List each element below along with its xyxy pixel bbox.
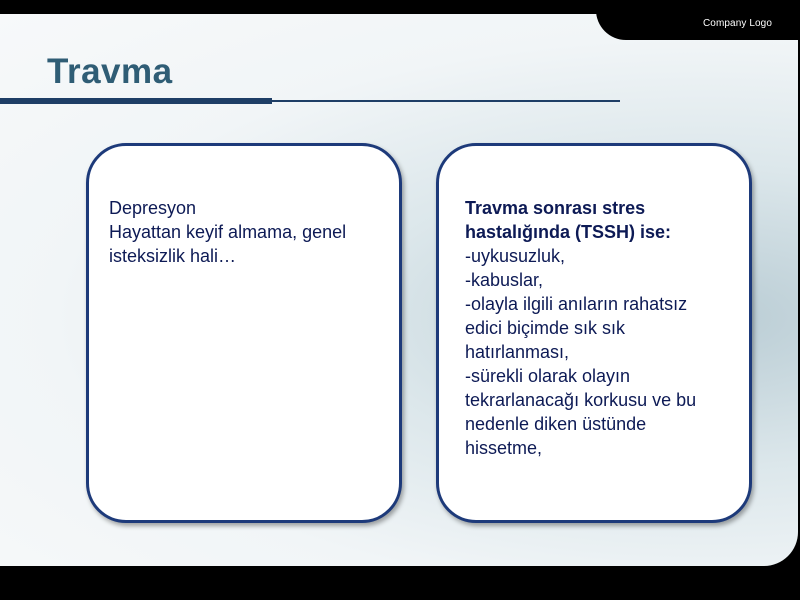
right-box-text xyxy=(465,196,731,460)
right-box-line: -uykusuzluk, xyxy=(465,246,566,266)
right-box-heading-line: hastalığında (TSSH) ise: xyxy=(465,222,672,242)
title-underline-thin xyxy=(272,100,620,102)
company-logo: Company Logo xyxy=(702,18,772,29)
right-box-line: -kabuslar, xyxy=(465,270,544,290)
left-content-box xyxy=(86,143,402,523)
left-box-line: Hayattan keyif almama, genel xyxy=(109,222,347,242)
right-box-line: hatırlanması, xyxy=(465,342,570,362)
left-box-line: isteksizlik hali… xyxy=(109,246,237,266)
right-content-box xyxy=(436,143,752,523)
bottom-strip xyxy=(0,566,800,600)
right-box-line: nedenle diken üstünde xyxy=(465,414,647,434)
slide-title: Travma xyxy=(47,52,173,91)
left-box-line: Depresyon xyxy=(109,198,197,218)
right-box-line: tekrarlanacağı korkusu ve bu xyxy=(465,390,697,410)
right-box-line: -sürekli olarak olayın xyxy=(465,366,631,386)
left-box-text xyxy=(109,196,381,268)
right-box-line: -olayla ilgili anıların rahatsız xyxy=(465,294,688,314)
right-box-line: edici biçimde sık sık xyxy=(465,318,626,338)
right-box-line: hissetme, xyxy=(465,438,543,458)
right-box-heading-line: Travma sonrası stres xyxy=(465,198,646,218)
title-underline-thick xyxy=(0,98,272,104)
